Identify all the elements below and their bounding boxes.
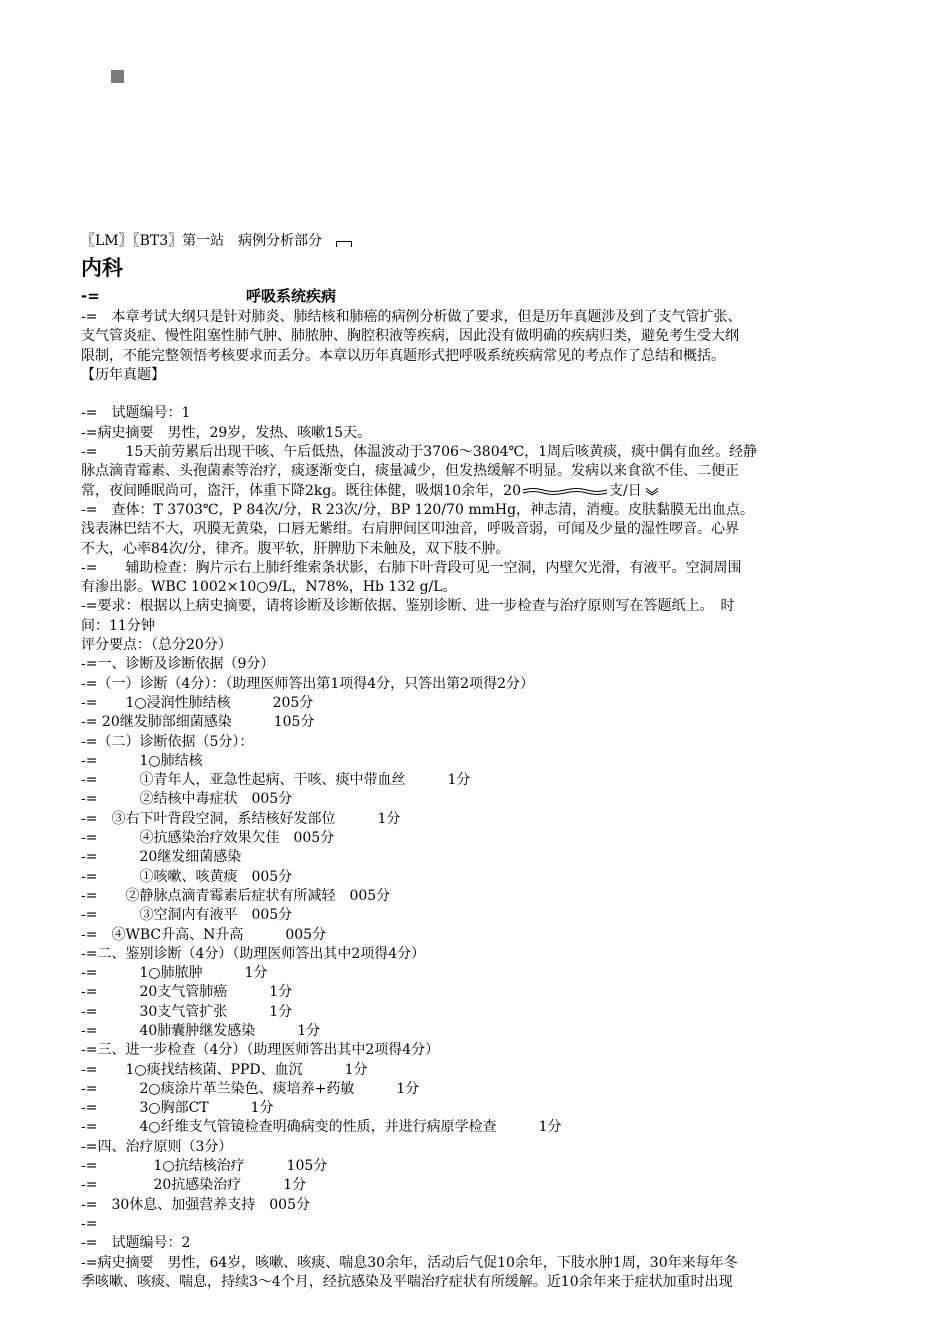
text-line: -= ④WBC升高、N升高 005分 <box>81 926 327 943</box>
chevron-down-icon <box>644 486 660 496</box>
text-line: -= 1○痰找结核菌、PPD、血沉 1分 <box>81 1061 368 1078</box>
gray-square-marker <box>111 70 124 83</box>
section-title: 内科 <box>81 256 123 280</box>
text-line: -=一、诊断及诊断依据（9分） <box>81 656 275 673</box>
text-line: -= 查体：T 3703℃，P 84次/分，R 23次/分，BP 120/70 mmHg，神志清，消瘦。皮肤黏膜无出血点。 <box>81 501 755 518</box>
text-line: -=要求：根据以上病史摘要，请将诊断及诊断依据、鉴别诊断、进一步检查与治疗原则写在答题纸上。 时 <box>81 598 735 615</box>
text-line: -= 20抗感染治疗 1分 <box>81 1177 307 1194</box>
text-line: -= 30休息、加强营养支持 005分 <box>81 1196 310 1213</box>
text-line: -= 1○肺结核 <box>81 752 203 769</box>
text-line: -=三、进一步检查（4分）（助理医师答出其中2项得4分） <box>81 1042 440 1059</box>
text-line: -= 试题编号：2 <box>81 1235 191 1252</box>
text-line: -= 20继发细菌感染 <box>81 849 242 866</box>
text-line: -= 本章考试大纲只是针对肺炎、肺结核和肺癌的病例分析做了要求，但是历年真题涉及到了支气管扩张、 <box>81 309 742 325</box>
text-line: -=（二）诊断依据（5分）： <box>81 733 254 750</box>
text-line: 支气管炎症、慢性阻塞性肺气肿、肺脓肿、胸腔积液等疾病，因此没有做明确的疾病归类，避免考生受大纲 <box>81 328 739 345</box>
text-line: -= ①青年人，亚急性起病、干咳、痰中带血丝 1分 <box>81 772 471 789</box>
text-line: -= ④抗感染治疗效果欠佳 005分 <box>81 830 335 847</box>
text-segment: 常，夜间睡眠尚可，盗汗，体重下降2kg。既往体健，吸烟10余年，20 <box>81 482 521 499</box>
text-line: -= 15天前劳累后出现干咳、午后低热，体温波动于3706～3804℃，1周后咳黄痰，痰中偶有血丝。经静 <box>81 444 758 461</box>
text-line: -=二、鉴别诊断（4分）（助理医师答出其中2项得4分） <box>81 945 426 962</box>
text-line: -=四、治疗原则（3分） <box>81 1138 233 1155</box>
text-line: 间：11分钟 <box>81 617 155 634</box>
text-line: 有渗出影。WBC 1002×10○9/L，N78%，Hb 132 g/L。 <box>81 579 457 596</box>
text-line: -= <box>81 1215 98 1232</box>
chapter-heading <box>81 284 871 308</box>
text-segment: 支/日 <box>608 482 642 499</box>
text-line: -= 30支气管扩张 1分 <box>81 1003 293 1020</box>
text-line: -= ②结核中毒症状 005分 <box>81 791 293 808</box>
text-line: 【历年真题】 <box>81 366 165 383</box>
text-line: -= 2○痰涂片革兰染色、痰培养+药敏 1分 <box>81 1080 420 1097</box>
text-line: -= 40肺囊肿继发感染 1分 <box>81 1022 321 1039</box>
text-line: -= 试题编号：1 <box>81 405 191 422</box>
text-line: -=（一）诊断（4分）：（助理医师答出第1项得4分，只答出第2项得2分） <box>81 675 534 692</box>
text-line: -=病史摘要 男性，64岁，咳嗽、咳痰、喘息30余年，活动后气促10余年，下肢水肿1周，30年来每年冬 <box>81 1254 738 1271</box>
text-line: -= 辅助检查：胸片示右上肺纤维索条状影，右肺下叶背段可见一空洞，内壁欠光滑，有液平。空洞周围 <box>81 559 742 576</box>
text-line: -=病史摘要 男性，29岁，发热、咳嗽15天。 <box>81 424 372 441</box>
text-line: -= ①咳嗽、咳黄痰 005分 <box>81 868 293 885</box>
text-line: 不大，心率84次/分，律齐。腹平软，肝脾肋下未触及，双下肢不肿。 <box>81 540 510 557</box>
chapter-title: 呼吸系统疾病 <box>246 287 337 305</box>
text-line: -= ②静脉点滴青霉素后症状有所减轻 005分 <box>81 887 391 904</box>
text-line: -= 4○纤维支气管镜检查明确病变的性质，并进行病原学检查 1分 <box>81 1119 562 1136</box>
text-line-with-squiggle <box>81 482 871 501</box>
document-page <box>81 230 871 1292</box>
text-line: 脉点滴青霉素、头孢菌素等治疗，痰逐渐变白，痰量减少，但发热缓解不明显。发病以来食欲不佳、二便正 <box>81 463 739 480</box>
text-line: 季咳嗽、咳痰、喘息，持续3～4个月，经抗感染及平喘治疗症状有所缓解。近10余年来于症状加重时出现 <box>81 1273 733 1290</box>
text-line: 浅表淋巴结不大，巩膜无黄染，口唇无紫绀。右肩胛间区叩浊音，呼吸音弱，可闻及少量的湿性啰音。心界 <box>81 521 739 538</box>
wavy-line-icon <box>521 486 609 496</box>
text-line: -= ③空洞内有液平 005分 <box>81 907 293 924</box>
text-line: -= 1○抗结核治疗 105分 <box>81 1158 328 1175</box>
text-line: -= 1○浸润性肺结核 205分 <box>81 694 314 711</box>
text-line: -= 3○胸部CT 1分 <box>81 1100 274 1117</box>
text-line: -= ③右下叶背段空洞，系结核好发部位 1分 <box>81 810 401 827</box>
chapter-prefix: -= <box>81 287 100 305</box>
text-line: -= 1○肺脓肿 1分 <box>81 965 268 982</box>
bracket-mark <box>336 241 352 247</box>
text-line: -= 20支气管肺癌 1分 <box>81 984 293 1001</box>
text-line: 评分要点：（总分20分） <box>81 637 232 654</box>
text-line <box>81 385 871 404</box>
page-header <box>81 230 871 252</box>
text-line: -= 20继发肺部细菌感染 105分 <box>81 714 315 731</box>
document-body <box>81 308 871 1292</box>
text-line: 限制，不能完整领悟考核要求而丢分。本章以历年真题形式把呼吸系统疾病常见的考点作了总结和概括。 <box>81 347 725 364</box>
header-text: 〖LM〗〖BT3〗第一站 病例分析部分 <box>81 233 323 249</box>
